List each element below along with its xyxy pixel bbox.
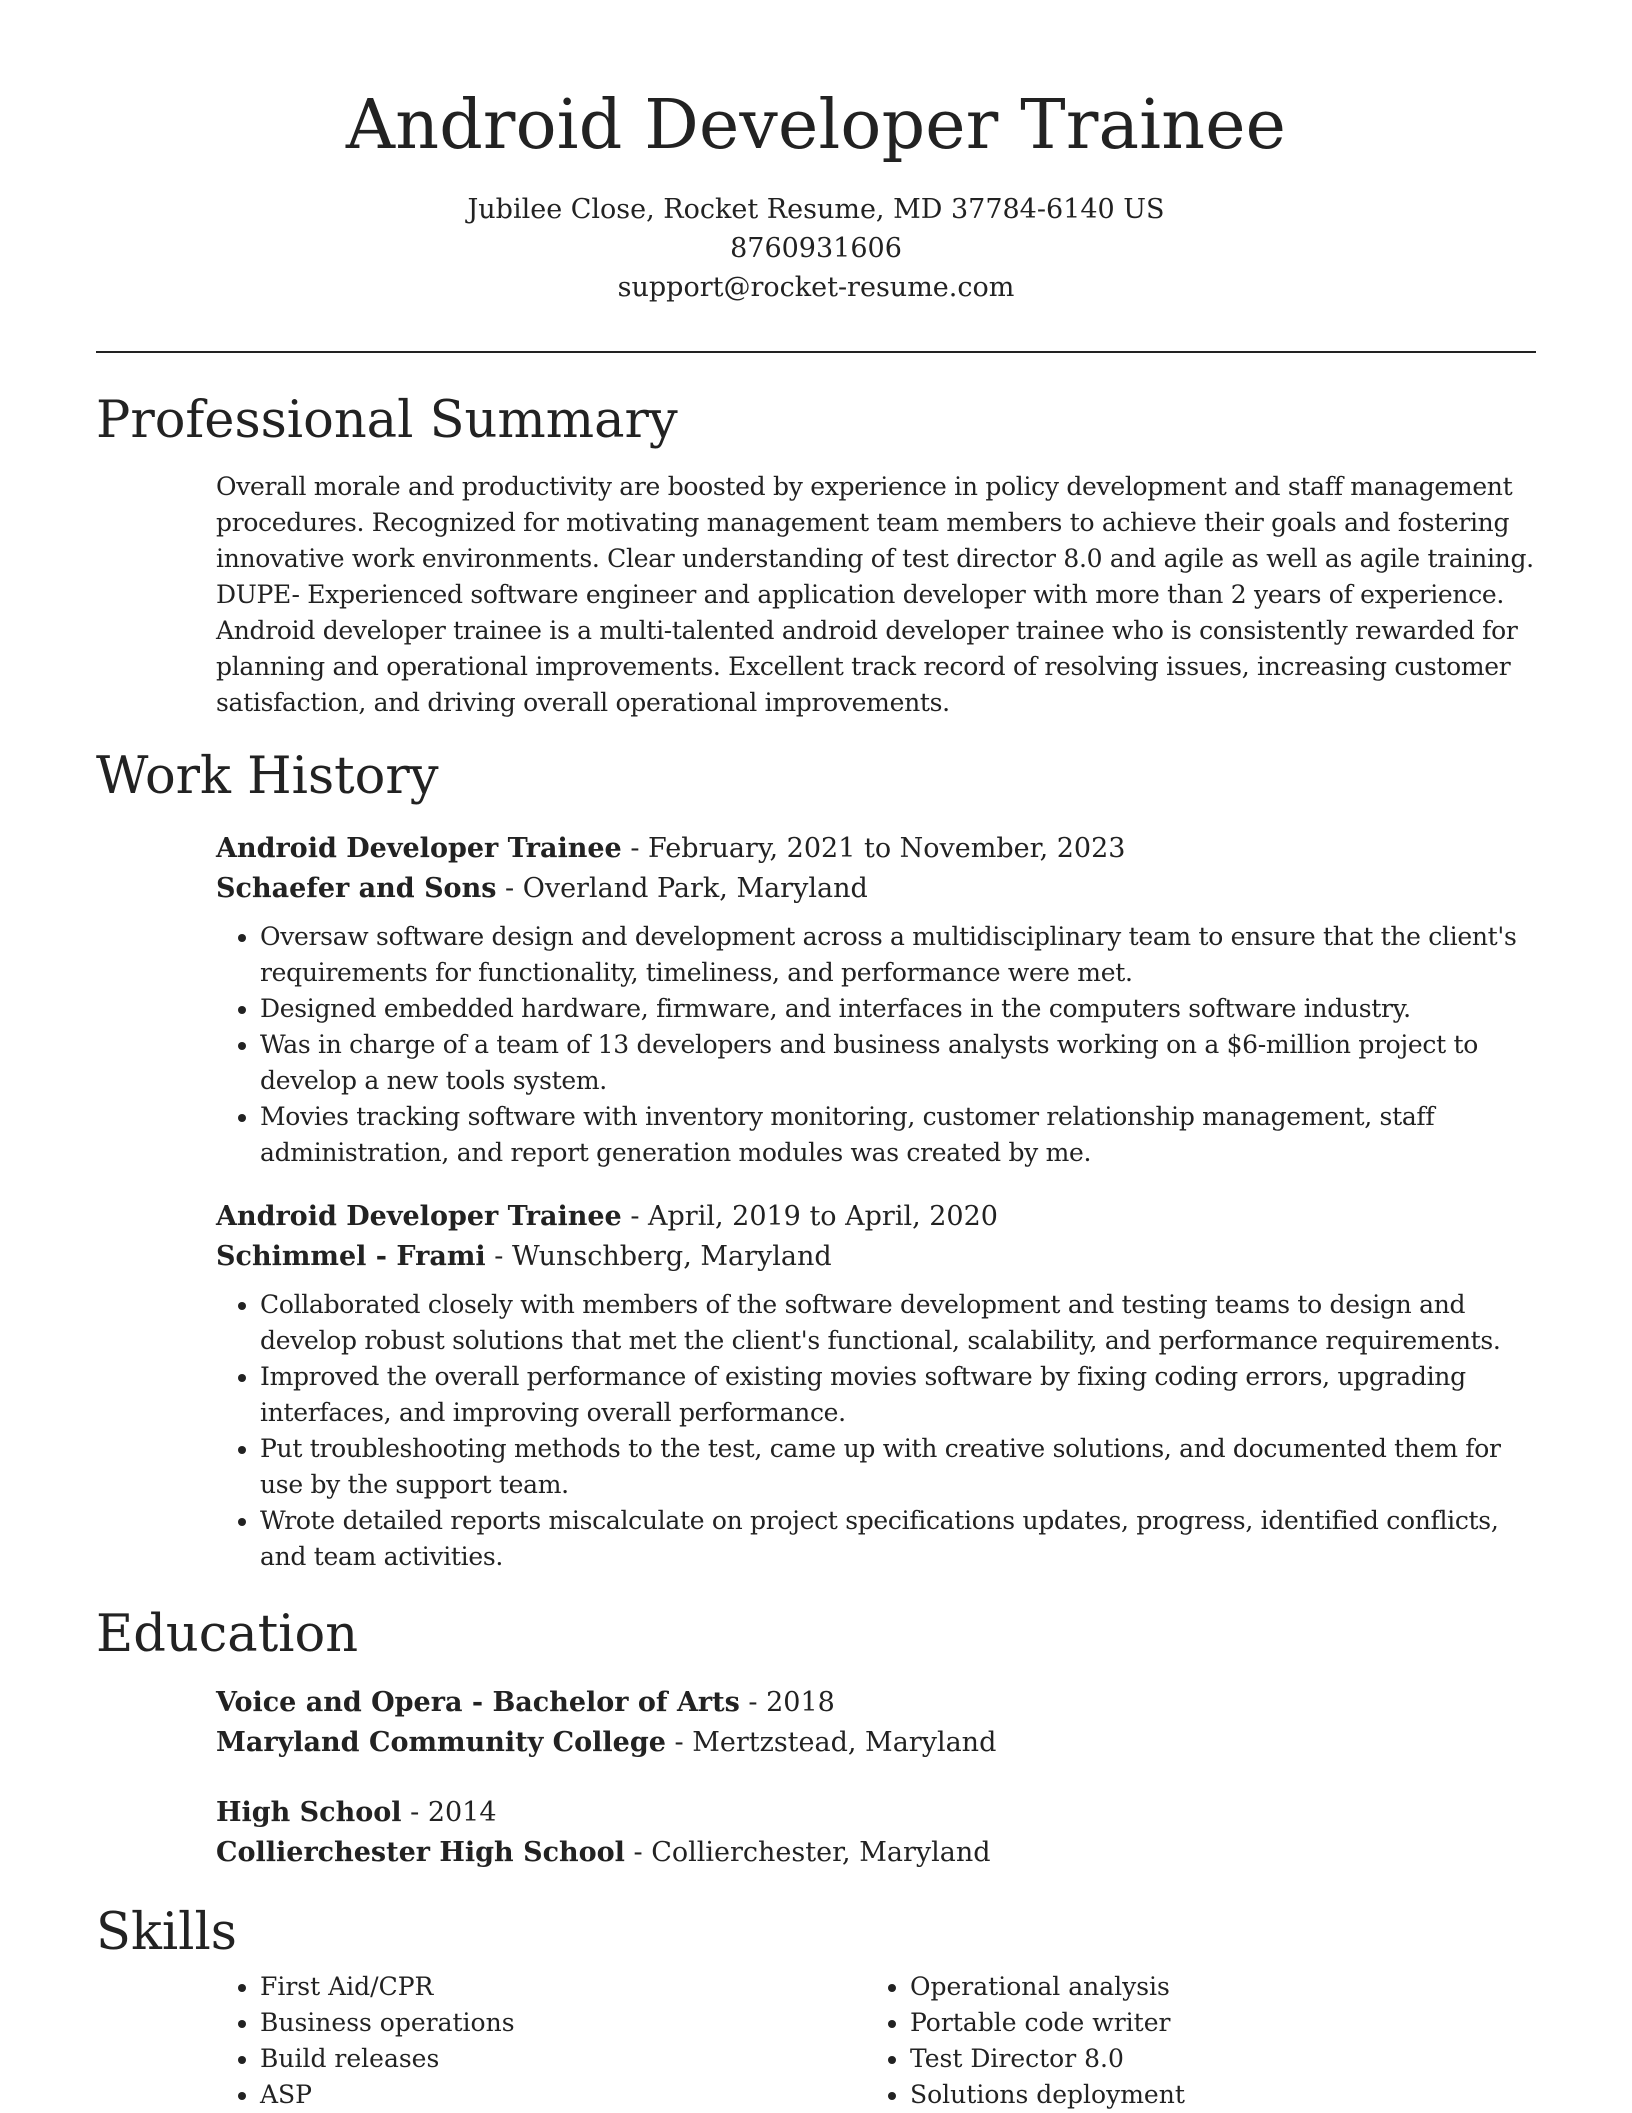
education-school-line [216, 1723, 1536, 1763]
job-bullet: • Collaborated closely with members of the software development and testing teams to design and develop robust solutions that met the client's functional, scalability, and performance requirements. [260, 1287, 1536, 1359]
section-title-summary: Professional Summary [96, 391, 678, 450]
contact-phone: 8760931606 [730, 233, 902, 264]
summary-text: Overall morale and productivity are boosted by experience in policy development and staff management procedures. Recognized for motivating management team members to achieve their goals and fostering innovative work environments. Clear understanding of test director 8.0 and agile as well as agile training. DUPE- Experienced software engineer and application developer with more than 2 years of experience. Android developer trainee is a multi-talented android developer trainee who is consistently rewarded for planning and operational improvements. Excellent track record of resolving issues, increasing customer satisfaction, and driving overall operational improvements. [216, 472, 1534, 717]
job-location: - Overland Park, Maryland [496, 873, 868, 904]
job-title-line [216, 829, 1536, 869]
job-bullet: • Put troubleshooting methods to the test, came up with creative solutions, and documented them for use by the support team. [260, 1431, 1536, 1503]
section-title-work-history: Work History [96, 747, 439, 806]
section-title-education: Education [96, 1605, 359, 1664]
education-entry [216, 1683, 1536, 1763]
skill-item: • Solutions deployment [910, 2077, 1516, 2113]
skill-item: • Portable code writer [910, 2005, 1516, 2041]
education-school-line [216, 1833, 1536, 1873]
job-dates: - February, 2021 to November, 2023 [621, 833, 1126, 864]
job-bullets [216, 919, 1536, 1171]
section-title-skills: Skills [96, 1903, 237, 1962]
header-divider [96, 351, 1536, 353]
education-school: Collierchester High School [216, 1837, 625, 1868]
job-role: Android Developer Trainee [216, 833, 622, 864]
education-degree: High School [216, 1797, 402, 1828]
skills-grid [216, 1969, 1536, 2113]
contact-address: Jubilee Close, Rocket Resume, MD 37784-6140 US [467, 194, 1165, 225]
job-entry [216, 829, 1536, 1171]
education-location: - Mertzstead, Maryland [665, 1727, 997, 1758]
job-company-line [216, 869, 1536, 909]
education-entry [216, 1793, 1536, 1873]
job-entry [216, 1197, 1536, 1575]
skill-item: • Operational analysis [910, 1969, 1516, 2005]
education-year: - 2018 [739, 1687, 835, 1718]
job-bullet: • Movies tracking software with inventory monitoring, customer relationship management, staff administration, and report generation modules was created by me. [260, 1099, 1536, 1171]
job-bullets [216, 1287, 1536, 1575]
job-bullet: • Wrote detailed reports miscalculate on project specifications updates, progress, identified conflicts, and team activities. [260, 1503, 1536, 1575]
contact-email: support@rocket-resume.com [617, 272, 1015, 303]
skill-item: • First Aid/CPR [260, 1969, 866, 2005]
education-school: Maryland Community College [216, 1727, 666, 1758]
skills-column-left [216, 1969, 866, 2113]
education-degree: Voice and Opera - Bachelor of Arts [216, 1687, 740, 1718]
skill-item: • Business operations [260, 2005, 866, 2041]
job-bullet: • Designed embedded hardware, firmware, and interfaces in the computers software industry. [260, 991, 1536, 1027]
education-degree-line [216, 1683, 1536, 1723]
job-location: - Wunschberg, Maryland [485, 1241, 832, 1272]
job-company: Schaefer and Sons [216, 873, 497, 904]
education-year: - 2014 [401, 1797, 497, 1828]
resume-page [96, 0, 1536, 2113]
skill-item: • Build releases [260, 2041, 866, 2077]
job-company-line [216, 1237, 1536, 1277]
job-dates: - April, 2019 to April, 2020 [621, 1201, 998, 1232]
skill-item: • ASP [260, 2077, 866, 2113]
education-degree-line [216, 1793, 1536, 1833]
resume-name: Android Developer Trainee [345, 86, 1287, 165]
skills-column-right [866, 1969, 1516, 2113]
skill-item: • Test Director 8.0 [910, 2041, 1516, 2077]
job-bullet: • Oversaw software design and development across a multidisciplinary team to ensure that the client's requirements for functionality, timeliness, and performance were met. [260, 919, 1536, 991]
contact-block [96, 190, 1536, 307]
job-bullet: • Improved the overall performance of existing movies software by fixing coding errors, upgrading interfaces, and improving overall performance. [260, 1359, 1536, 1431]
education-location: - Collierchester, Maryland [624, 1837, 991, 1868]
job-role: Android Developer Trainee [216, 1201, 622, 1232]
job-title-line [216, 1197, 1536, 1237]
job-bullet: • Was in charge of a team of 13 developers and business analysts working on a $6-million project to develop a new tools system. [260, 1027, 1536, 1099]
job-company: Schimmel - Frami [216, 1241, 486, 1272]
